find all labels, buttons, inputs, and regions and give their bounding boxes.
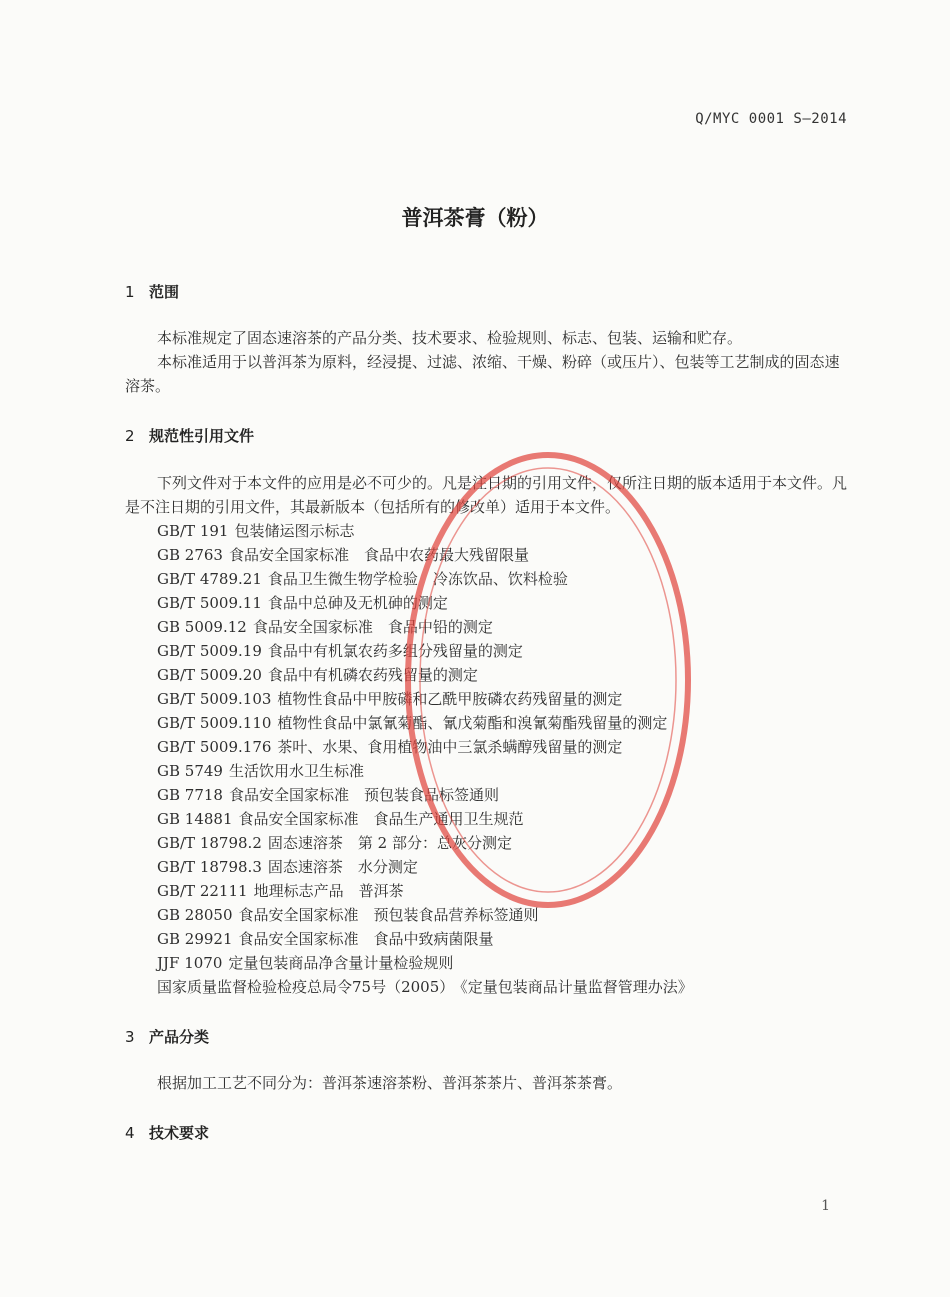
reference-item bbox=[157, 735, 693, 759]
reference-item bbox=[157, 759, 693, 783]
section-2-heading bbox=[125, 425, 254, 446]
reference-code: GB 5749 bbox=[157, 762, 223, 780]
reference-item bbox=[157, 615, 693, 639]
section-title: 范围 bbox=[149, 283, 180, 301]
reference-item bbox=[157, 567, 693, 591]
section-1-paragraph: 本标准适用于以普洱茶为原料，经浸提、过滤、浓缩、干燥、粉碎（或压片）、包装等工艺制成的固态速溶茶。 bbox=[125, 353, 840, 395]
reference-item bbox=[157, 687, 693, 711]
reference-item bbox=[157, 519, 693, 543]
section-title: 规范性引用文件 bbox=[149, 427, 255, 445]
document-title: 普洱茶膏（粉） bbox=[401, 206, 549, 230]
reference-title: 生活饮用水卫生标准 bbox=[228, 762, 364, 780]
section-3-paragraph: 根据加工工艺不同分为：普洱茶速溶茶粉、普洱茶茶片、普洱茶茶膏。 bbox=[157, 1074, 623, 1092]
reference-code: GB/T 191 bbox=[157, 522, 229, 540]
reference-title: 食品安全国家标准 食品中铅的测定 bbox=[252, 618, 493, 636]
reference-title: 植物性食品中甲胺磷和乙酰甲胺磷农药残留量的测定 bbox=[277, 690, 623, 708]
reference-title: 定量包装商品净含量计量检验规则 bbox=[228, 954, 454, 972]
section-title: 技术要求 bbox=[149, 1124, 210, 1142]
reference-code: GB/T 5009.19 bbox=[157, 642, 262, 660]
reference-code: GB/T 18798.2 bbox=[157, 834, 262, 852]
reference-code: GB 5009.12 bbox=[157, 618, 247, 636]
reference-code: GB/T 5009.176 bbox=[157, 738, 272, 756]
reference-item bbox=[157, 663, 693, 687]
section-number: 1 bbox=[125, 283, 135, 301]
reference-code: GB/T 5009.110 bbox=[157, 714, 272, 732]
page-number: 1 bbox=[821, 1198, 830, 1214]
section-1-heading bbox=[125, 281, 179, 302]
reference-item bbox=[157, 975, 693, 999]
reference-code: GB 2763 bbox=[157, 546, 223, 564]
reference-title: 食品安全国家标准 食品中致病菌限量 bbox=[238, 930, 494, 948]
reference-title: 植物性食品中氯氰菊酯、氰戊菊酯和溴氰菊酯残留量的测定 bbox=[277, 714, 668, 732]
reference-code: GB/T 18798.3 bbox=[157, 858, 262, 876]
reference-title: 固态速溶茶 第 2 部分：总灰分测定 bbox=[267, 834, 512, 852]
section-1-paragraph: 本标准规定了固态速溶茶的产品分类、技术要求、检验规则、标志、包装、运输和贮存。 bbox=[157, 329, 743, 347]
section-number: 3 bbox=[125, 1028, 135, 1046]
normative-references-list bbox=[157, 519, 693, 999]
reference-title: 食品安全国家标准 预包装食品标签通则 bbox=[228, 786, 499, 804]
reference-title: 食品安全国家标准 食品中农药最大残留限量 bbox=[228, 546, 529, 564]
reference-item bbox=[157, 543, 693, 567]
reference-item bbox=[157, 591, 693, 615]
reference-title: 《定量包装商品计量监督管理办法》 bbox=[460, 978, 693, 996]
reference-title: 固态速溶茶 水分测定 bbox=[267, 858, 418, 876]
reference-code: GB 29921 bbox=[157, 930, 233, 948]
reference-title: 食品中有机磷农药残留量的测定 bbox=[267, 666, 478, 684]
reference-code: GB 28050 bbox=[157, 906, 233, 924]
reference-item bbox=[157, 831, 693, 855]
reference-code: GB/T 5009.11 bbox=[157, 594, 262, 612]
reference-title: 包装储运图示标志 bbox=[234, 522, 355, 540]
reference-title: 食品安全国家标准 食品生产通用卫生规范 bbox=[238, 810, 524, 828]
section-2-paragraph: 下列文件对于本文件的应用是必不可少的。凡是注日期的引用文件，仅所注日期的版本适用于本文件。凡是不注日期的引用文件，其最新版本（包括所有的修改单）适用于本文件。 bbox=[125, 474, 848, 516]
section-3-heading bbox=[125, 1026, 209, 1047]
reference-title: 地理标志产品 普洱茶 bbox=[253, 882, 404, 900]
reference-title: 食品中总砷及无机砷的测定 bbox=[267, 594, 448, 612]
reference-title: 茶叶、水果、食用植物油中三氯杀螨醇残留量的测定 bbox=[277, 738, 623, 756]
reference-item bbox=[157, 783, 693, 807]
reference-code: GB/T 4789.21 bbox=[157, 570, 262, 588]
reference-item bbox=[157, 639, 693, 663]
section-number: 2 bbox=[125, 427, 135, 445]
reference-item bbox=[157, 927, 693, 951]
reference-code: GB/T 22111 bbox=[157, 882, 248, 900]
reference-code: GB/T 5009.103 bbox=[157, 690, 272, 708]
section-number: 4 bbox=[125, 1124, 135, 1142]
reference-title: 食品安全国家标准 预包装食品营养标签通则 bbox=[238, 906, 539, 924]
reference-item bbox=[157, 903, 693, 927]
reference-code: GB 14881 bbox=[157, 810, 233, 828]
reference-item bbox=[157, 807, 693, 831]
document-code: Q/MYC 0001 S—2014 bbox=[695, 111, 847, 127]
section-title: 产品分类 bbox=[149, 1028, 210, 1046]
reference-code: GB/T 5009.20 bbox=[157, 666, 262, 684]
reference-item bbox=[157, 879, 693, 903]
reference-title: 食品卫生微生物学检验 冷冻饮品、饮料检验 bbox=[267, 570, 568, 588]
reference-item bbox=[157, 951, 693, 975]
reference-item bbox=[157, 711, 693, 735]
reference-code: 国家质量监督检验检疫总局令75号（2005） bbox=[157, 978, 455, 996]
reference-title: 食品中有机氯农药多组分残留量的测定 bbox=[267, 642, 523, 660]
section-4-heading bbox=[125, 1122, 209, 1143]
reference-item bbox=[157, 855, 693, 879]
reference-code: GB 7718 bbox=[157, 786, 223, 804]
reference-code: JJF 1070 bbox=[157, 954, 223, 972]
